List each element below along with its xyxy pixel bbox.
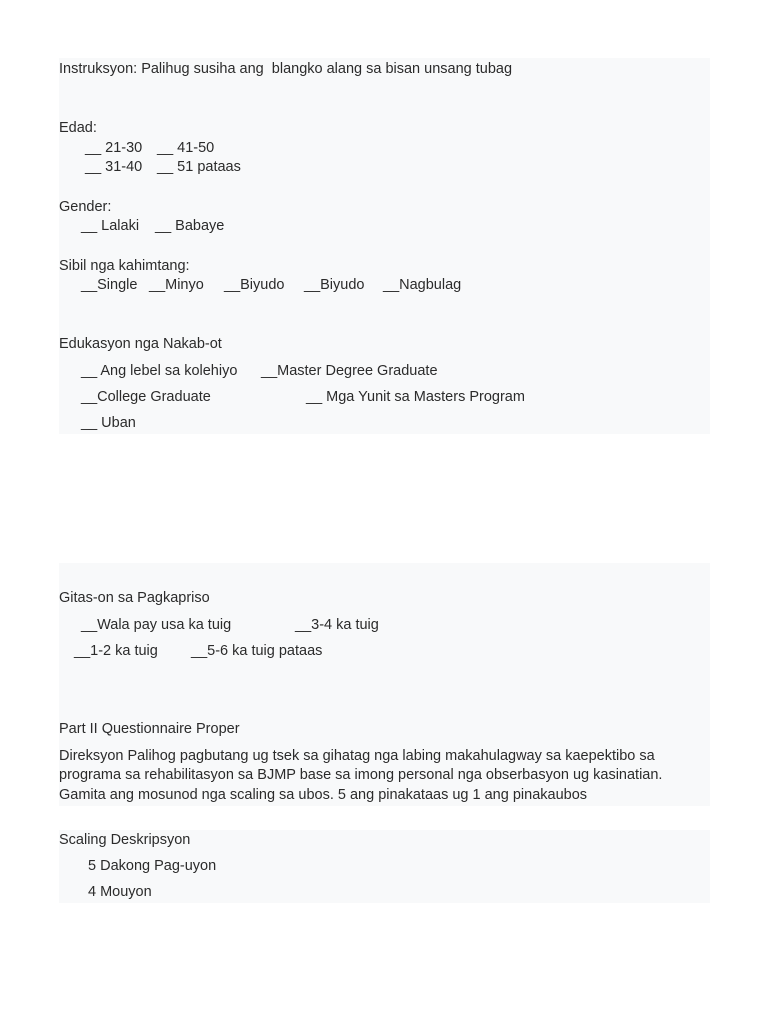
education-option-college-graduate[interactable]: __College Graduate bbox=[81, 389, 211, 405]
age-option-41-50[interactable]: __ 41-50 bbox=[157, 140, 215, 156]
imprisonment-option-3-4-years[interactable]: __3-4 ka tuig bbox=[295, 617, 379, 633]
civil-option-widowed-2[interactable]: __Biyudo bbox=[304, 277, 365, 293]
education-option-masters-units[interactable]: __ Mga Yunit sa Masters Program bbox=[306, 389, 525, 405]
age-option-21-30[interactable]: __ 21-30 bbox=[85, 140, 143, 156]
scaling-title: Scaling Deskripsyon bbox=[59, 832, 191, 848]
imprisonment-label: Gitas-on sa Pagkapriso bbox=[59, 590, 210, 606]
civil-option-separated[interactable]: __Nagbulag bbox=[383, 277, 462, 293]
imprisonment-option-less-than-year[interactable]: __Wala pay usa ka tuig bbox=[81, 617, 232, 633]
age-label: Edad: bbox=[59, 120, 97, 136]
imprisonment-option-5-6-years[interactable]: __5-6 ka tuig pataas bbox=[191, 643, 323, 659]
civil-option-married[interactable]: __Minyo bbox=[149, 277, 204, 293]
scaling-item-4: 4 Mouyon bbox=[88, 884, 152, 900]
age-option-31-40[interactable]: __ 31-40 bbox=[85, 159, 143, 175]
part2-direction-line-2: programa sa rehabilitasyon sa BJMP base sa imong personal nga obserbasyon ug kasinatian. bbox=[59, 767, 663, 783]
education-option-other[interactable]: __ Uban bbox=[81, 415, 136, 431]
scaling-item-5: 5 Dakong Pag-uyon bbox=[88, 858, 217, 874]
gender-option-female[interactable]: __ Babaye bbox=[155, 218, 225, 234]
education-label: Edukasyon nga Nakab-ot bbox=[59, 336, 222, 352]
civil-option-widowed[interactable]: __Biyudo bbox=[224, 277, 285, 293]
gender-label: Gender: bbox=[59, 199, 112, 215]
education-option-college-level[interactable]: __ Ang lebel sa kolehiyo bbox=[81, 363, 238, 379]
part2-direction-line-1: Direksyon Palihog pagbutang ug tsek sa gihatag nga labing makahulagway sa kaepektibo sa bbox=[59, 748, 655, 764]
instructions-text: Instruksyon: Palihug susiha ang blangko alang sa bisan unsang tubag bbox=[59, 61, 513, 77]
gender-option-male[interactable]: __ Lalaki bbox=[81, 218, 140, 234]
civil-status-label: Sibil nga kahimtang: bbox=[59, 258, 190, 274]
part2-title: Part II Questionnaire Proper bbox=[59, 721, 240, 737]
age-option-51-up[interactable]: __ 51 pataas bbox=[157, 159, 241, 175]
civil-option-single[interactable]: __Single bbox=[81, 277, 138, 293]
part2-direction-line-3: Gamita ang mosunod nga scaling sa ubos. 5 ang pinakataas ug 1 ang pinakaubos bbox=[59, 787, 588, 803]
imprisonment-option-1-2-years[interactable]: __1-2 ka tuig bbox=[74, 643, 158, 659]
education-option-masters-graduate[interactable]: __Master Degree Graduate bbox=[261, 363, 438, 379]
